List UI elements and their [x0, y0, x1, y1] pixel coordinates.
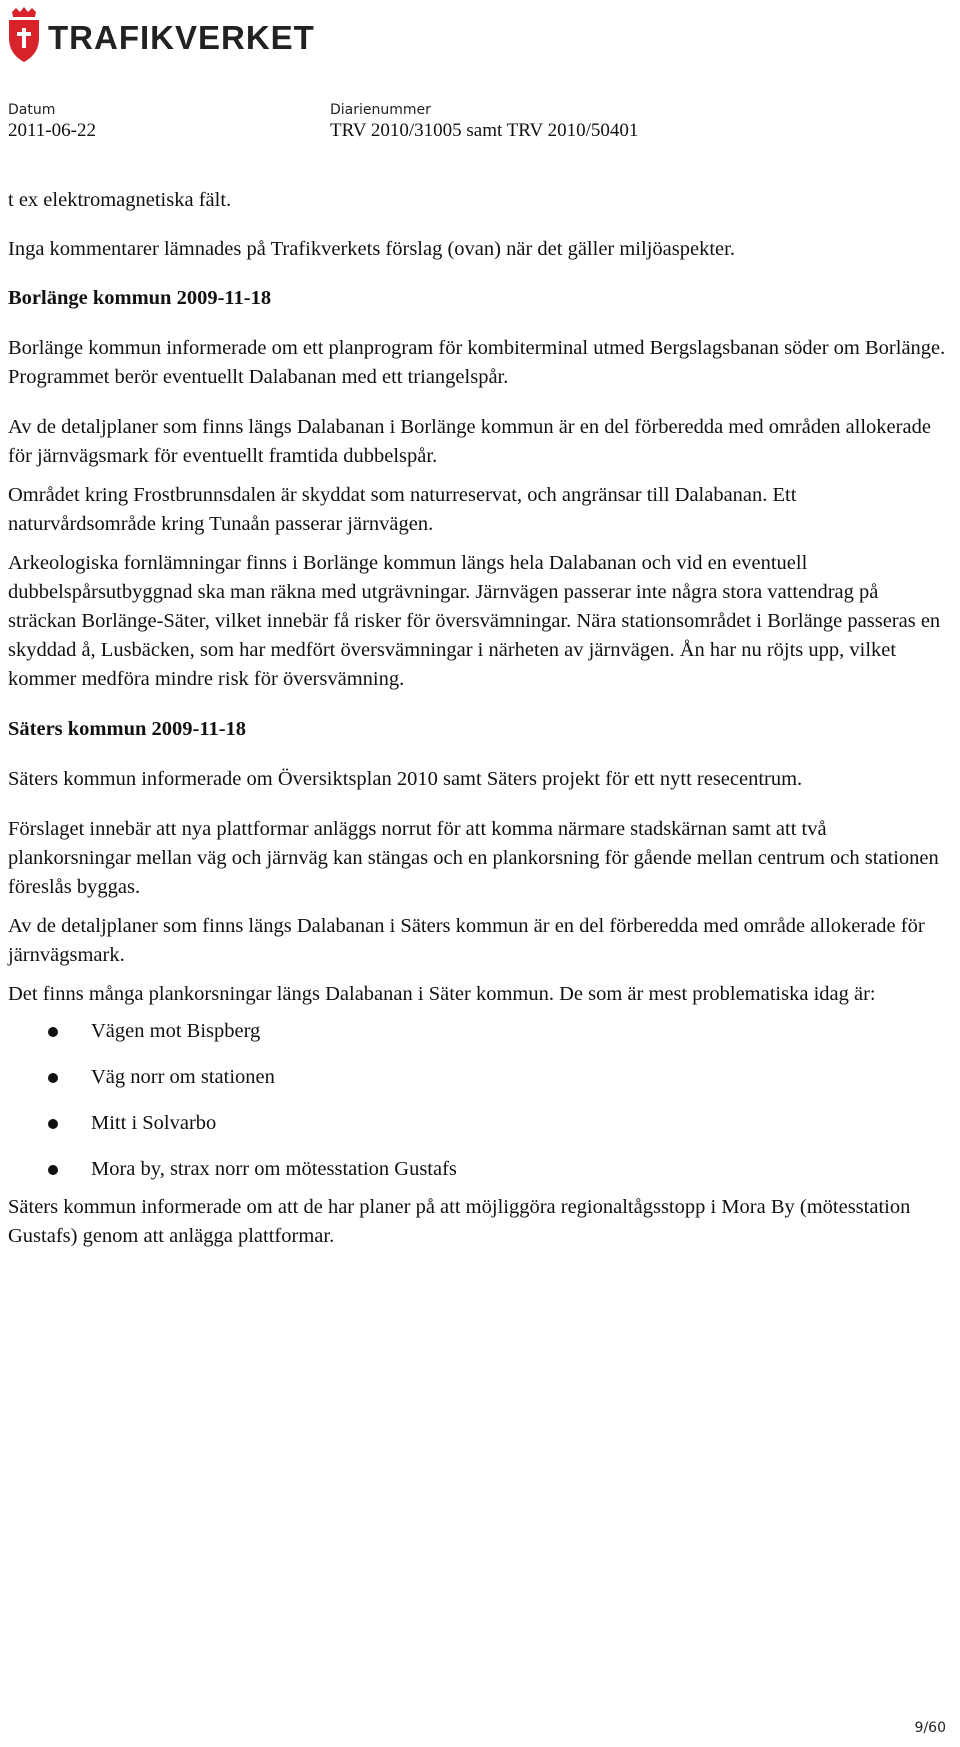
- section-heading: Borlänge kommun 2009-11-18: [8, 287, 272, 309]
- bullet-icon: [48, 1119, 58, 1129]
- paragraph: Säters kommun informerade om Översiktsplan 2010 samt Säters projekt för ett nytt resecentrum.: [8, 768, 803, 790]
- list-item: [8, 1063, 948, 1109]
- list-item: [8, 1109, 948, 1155]
- crown-emblem-icon: [6, 6, 42, 64]
- paragraph: Det finns många plankorsningar längs Dalabanan i Säter kommun. De som är mest problematiska idag är:: [8, 983, 876, 1005]
- date-value: 2011-06-22: [8, 120, 96, 141]
- bullet-icon: [48, 1027, 58, 1037]
- bullet-list: [8, 1017, 948, 1193]
- paragraph: Säters kommun informerade om att de har planer på att möjliggöra regionaltågsstopp i Mora By (mötesstation Gustafs) genom att anlägga plattformar.: [8, 1196, 911, 1247]
- section-heading: Säters kommun 2009-11-18: [8, 718, 247, 740]
- page-number: 9/60: [914, 1720, 946, 1736]
- list-item: [8, 1155, 948, 1193]
- paragraph: Av de detaljplaner som finns längs Dalabanan i Säters kommun är en del förberedda med område allokerade för järnvägsmark.: [8, 915, 925, 966]
- bullet-icon: [48, 1165, 58, 1175]
- paragraph: Borlänge kommun informerade om ett planprogram för kombiterminal utmed Bergslagsbanan söder om Borlänge. Programmet berör eventuellt Dalabanan med ett triangelspår.: [8, 337, 946, 388]
- date-label: Datum: [8, 102, 56, 118]
- paragraph: Av de detaljplaner som finns längs Dalabanan i Borlänge kommun är en del förberedda med områden allokerade för järnvägsmark för eventuellt framtida dubbelspår.: [8, 416, 931, 467]
- ref-label: Diarienummer: [330, 102, 431, 118]
- paragraph: Arkeologiska fornlämningar finns i Borlänge kommun längs hela Dalabanan och vid en eventuell dubbelspårsutbyggnad ska man räkna med utgrävningar. Järnvägen passerar inte några stora vattendrag på sträckan Borlänge-Säter, vilket innebär få risker för översvämningar. Nära stationsområdet i Borlänge passeras en skyddad å, Lusbäcken, som har medfört översvämningar i närheten av järnvägen. Ån har nu röjts upp, vilket kommer medföra mindre risk för översvämning.: [8, 552, 941, 690]
- paragraph: Förslaget innebär att nya plattformar anläggs norrut för att komma närmare stadskärnan samt att två plankorsningar mellan väg och järnväg kan stängas och en plankorsning för gående mellan centrum och stationen föreslås byggas.: [8, 818, 939, 898]
- ref-value: TRV 2010/31005 samt TRV 2010/50401: [330, 120, 639, 141]
- list-item-text: Mitt i Solvarbo: [91, 1112, 217, 1134]
- trafikverket-logo: [6, 6, 315, 64]
- bullet-icon: [48, 1073, 58, 1083]
- list-item-text: Vägen mot Bispberg: [91, 1020, 261, 1042]
- list-item: [8, 1017, 948, 1063]
- brand-name: TRAFIKVERKET: [48, 19, 315, 56]
- paragraph: t ex elektromagnetiska fält.: [8, 189, 232, 211]
- list-item-text: Väg norr om stationen: [91, 1066, 275, 1088]
- list-item-text: Mora by, strax norr om mötesstation Gustafs: [91, 1158, 457, 1180]
- paragraph: Inga kommentarer lämnades på Trafikverkets förslag (ovan) när det gäller miljöaspekter.: [8, 238, 735, 260]
- paragraph: Området kring Frostbrunnsdalen är skyddat som naturreservat, och angränsar till Dalabanan. Ett naturvårdsområde kring Tunaån passerar järnvägen.: [8, 484, 797, 535]
- document-body: [8, 186, 948, 1251]
